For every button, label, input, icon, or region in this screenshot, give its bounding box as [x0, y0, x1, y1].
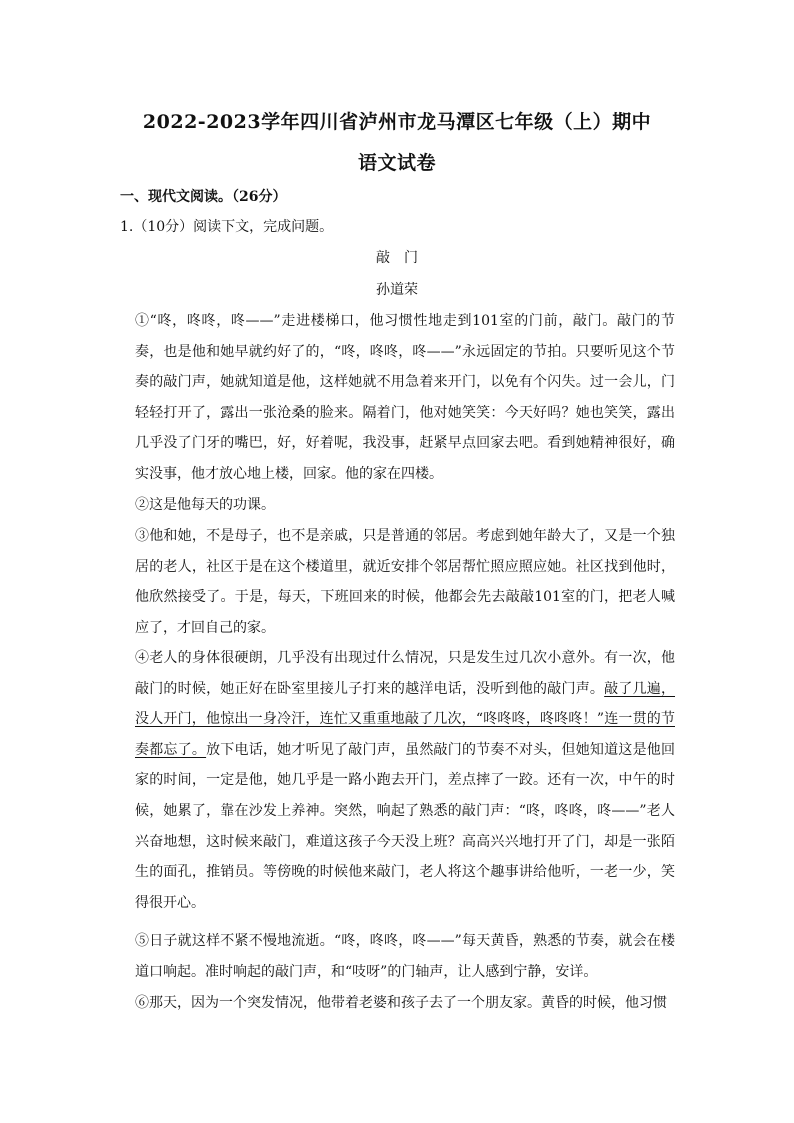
exam-title-line-2: 语文试卷: [357, 152, 436, 174]
paragraph-5: ⑤日子就这样不紧不慢地流逝。“咚，咚咚，咚——”每天黄昏，熟悉的节奏，就会在楼道口响起。准时响起的敲门声，和“吱呀”的门轴声，让人感到宁静，安详。: [135, 933, 675, 980]
section-heading: 一、现代文阅读。（26分）: [120, 189, 287, 205]
paragraph-4-underlined-sentence: 敲了几遍，没人开门，他惊出一身冷汗，连忙又重重地敲了几次，“咚咚咚，咚咚咚！”连一贯的节奏都忘了。: [135, 680, 676, 758]
paragraph-4: [135, 643, 675, 918]
paragraph-6: ⑥那天，因为一个突发情况，他带着老婆和孩子去了一个朋友家。黄昏的时候，他习惯: [135, 995, 667, 1011]
question-prompt: 1.（10分）阅读下文，完成问题。: [120, 219, 334, 235]
article-author: 孙道荣: [376, 282, 418, 298]
paragraph-1: ①“咚，咚咚，咚——”走进楼梯口，他习惯性地走到101室的门前，敲门。敲门的节奏，也是他和她早就约好了的，“咚，咚咚，咚——”永远固定的节拍。只要听见这个节奏的敲门声，她就知道是他，这样她就不用急着来开门，以免有个闪失。过一会儿，门轻轻打开了，露出一张沧桑的脸来。隔着门，他对她笑笑：今天好吗？她也笑笑，露出几乎没了门牙的嘴巴，好，好着呢，我没事，赶紧早点回家去吧。看到她精神很好，确实没事，他才放心地上楼，回家。他的家在四楼。: [135, 313, 675, 482]
article-title: 敲 门: [376, 250, 418, 266]
exam-title-line-1: 2022-2023学年四川省泸州市龙马潭区七年级（上）期中: [142, 111, 652, 133]
paragraph-3: ③他和她，不是母子，也不是亲戚，只是普通的邻居。考虑到她年龄大了，又是一个独居的老人，社区于是在这个楼道里，就近安排个邻居帮忙照应照应她。社区找到他时，他欣然接受了。于是，每天，下班回来的时候，他都会先去敲敲101室的门，把老人喊应了，才回自己的家。: [135, 528, 675, 636]
paragraph-4-text-a: ④老人的身体很硬朗，几乎没有出现过什么情况，只是发生过几次小意外。有一次，他敲门的时候，她正好在卧室里接儿子打来的越洋电话，没听到他的敲门声。: [135, 650, 675, 697]
paragraph-4-text-b: 放下电话，她才听见了敲门声，虽然敲门的节奏不对头，但她知道这是他回家的时间，一定是他，她几乎是一路小跑去开门，差点摔了一跤。还有一次，中午的时候，她累了，靠在沙发上养神。突然，响起了熟悉的敲门声：“咚，咚咚，咚——”老人兴奋地想，这时候来敲门，难道这孩子今天没上班？高高兴兴地打开了门，却是一张陌生的面孔，推销员。等傍晚的时候他来敲门，老人将这个趣事讲给他听，一老一少，笑得很开心。: [135, 741, 676, 911]
paragraph-2: ②这是他每天的功课。: [135, 497, 275, 513]
